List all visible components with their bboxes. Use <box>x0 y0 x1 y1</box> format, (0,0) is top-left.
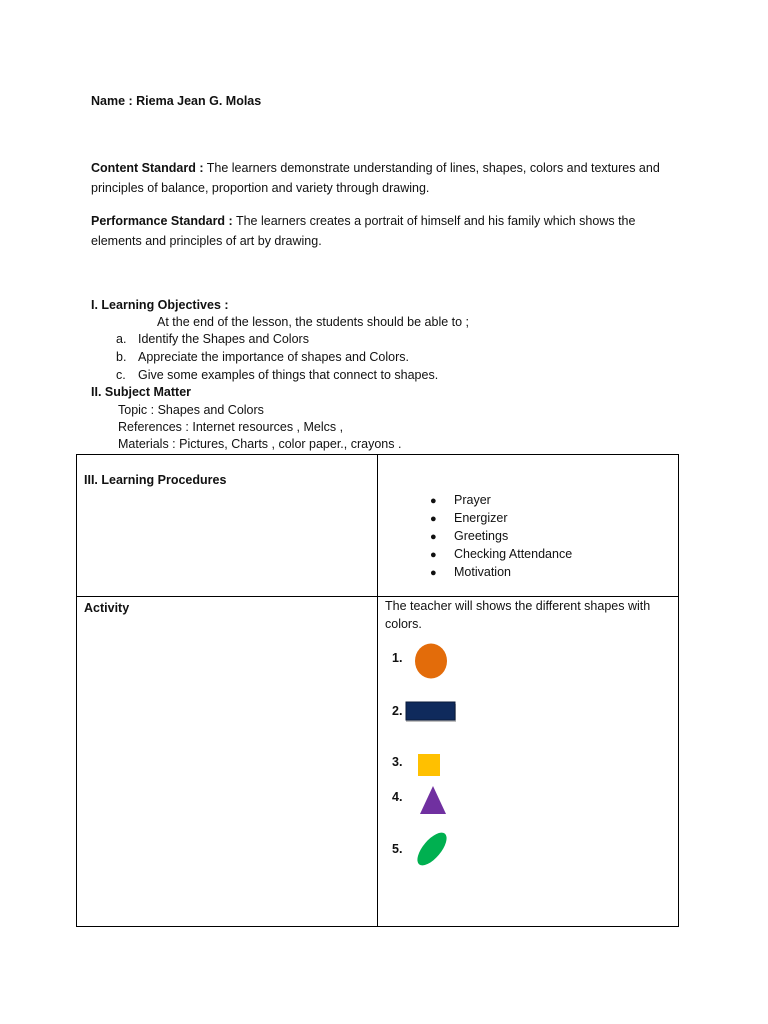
green-leaf-shape <box>414 829 450 869</box>
performance-standard-label: Performance Standard : <box>91 214 233 228</box>
bullet-icon: ● <box>430 549 437 561</box>
yellow-square-shape <box>417 753 441 777</box>
procedures-row <box>77 455 679 597</box>
performance-standard-text: The learners creates a portrait of himself and his family which shows the elements and principles of art by drawing. <box>91 214 636 248</box>
objective-letter: c. <box>116 368 126 382</box>
activity-label: Activity <box>84 601 130 615</box>
student-name: Name : Riema Jean G. Molas <box>91 94 262 108</box>
objective-item <box>116 368 438 382</box>
shape-number: 2. <box>392 704 403 718</box>
objective-letter: b. <box>116 350 127 364</box>
objective-item <box>116 350 409 364</box>
preliminary-list <box>430 491 572 581</box>
subject-references: References : Internet resources , Melcs , <box>118 420 344 434</box>
list-item <box>430 527 572 545</box>
list-item-label: Motivation <box>454 565 511 579</box>
shape-number: 3. <box>392 755 403 769</box>
list-item-label: Checking Attendance <box>454 547 573 561</box>
activity-text: The teacher will shows the different shapes with colors. <box>385 599 651 631</box>
bullet-icon: ● <box>430 495 437 507</box>
objectives-intro: At the end of the lesson, the students should be able to ; <box>157 315 470 329</box>
procedures-bullets-cell <box>378 455 679 597</box>
procedures-table <box>76 454 679 927</box>
subject-materials: Materials : Pictures, Charts , color paper., crayons . <box>118 437 402 451</box>
bullet-icon: ● <box>430 513 437 525</box>
list-item <box>430 545 572 563</box>
list-item <box>430 491 572 509</box>
content-standard-text: The learners demonstrate understanding of lines, shapes, colors and textures and principles of balance, proportion and variety through drawing. <box>91 161 660 195</box>
objective-item <box>116 332 309 346</box>
activity-row <box>77 597 679 927</box>
list-item <box>430 509 572 527</box>
navy-rectangle-shape <box>405 701 457 723</box>
procedures-heading: III. Learning Procedures <box>84 473 227 487</box>
procedures-heading-cell <box>77 455 378 597</box>
shape-number: 5. <box>392 842 403 856</box>
objective-text: Appreciate the importance of shapes and Colors. <box>138 350 409 364</box>
subject-matter-heading: II. Subject Matter <box>91 385 192 399</box>
list-item-label: Energizer <box>454 511 508 525</box>
activity-label-cell <box>77 597 378 927</box>
purple-triangle-shape <box>418 785 448 815</box>
list-item <box>430 563 572 581</box>
content-standard <box>91 158 671 198</box>
activity-content-cell <box>378 597 679 927</box>
shape-number: 1. <box>392 651 403 665</box>
bullet-icon: ● <box>430 567 437 579</box>
list-item-label: Greetings <box>454 529 509 543</box>
orange-circle-shape <box>414 643 448 679</box>
shape-number: 4. <box>392 790 403 804</box>
bullet-icon: ● <box>430 531 437 543</box>
performance-standard <box>91 211 671 251</box>
objective-text: Identify the Shapes and Colors <box>138 332 309 346</box>
content-standard-label: Content Standard : <box>91 161 204 175</box>
subject-topic: Topic : Shapes and Colors <box>118 403 264 417</box>
objective-text: Give some examples of things that connect to shapes. <box>138 368 439 382</box>
objective-letter: a. <box>116 332 127 346</box>
list-item-label: Prayer <box>454 493 491 507</box>
objectives-heading: I. Learning Objectives : <box>91 298 229 312</box>
